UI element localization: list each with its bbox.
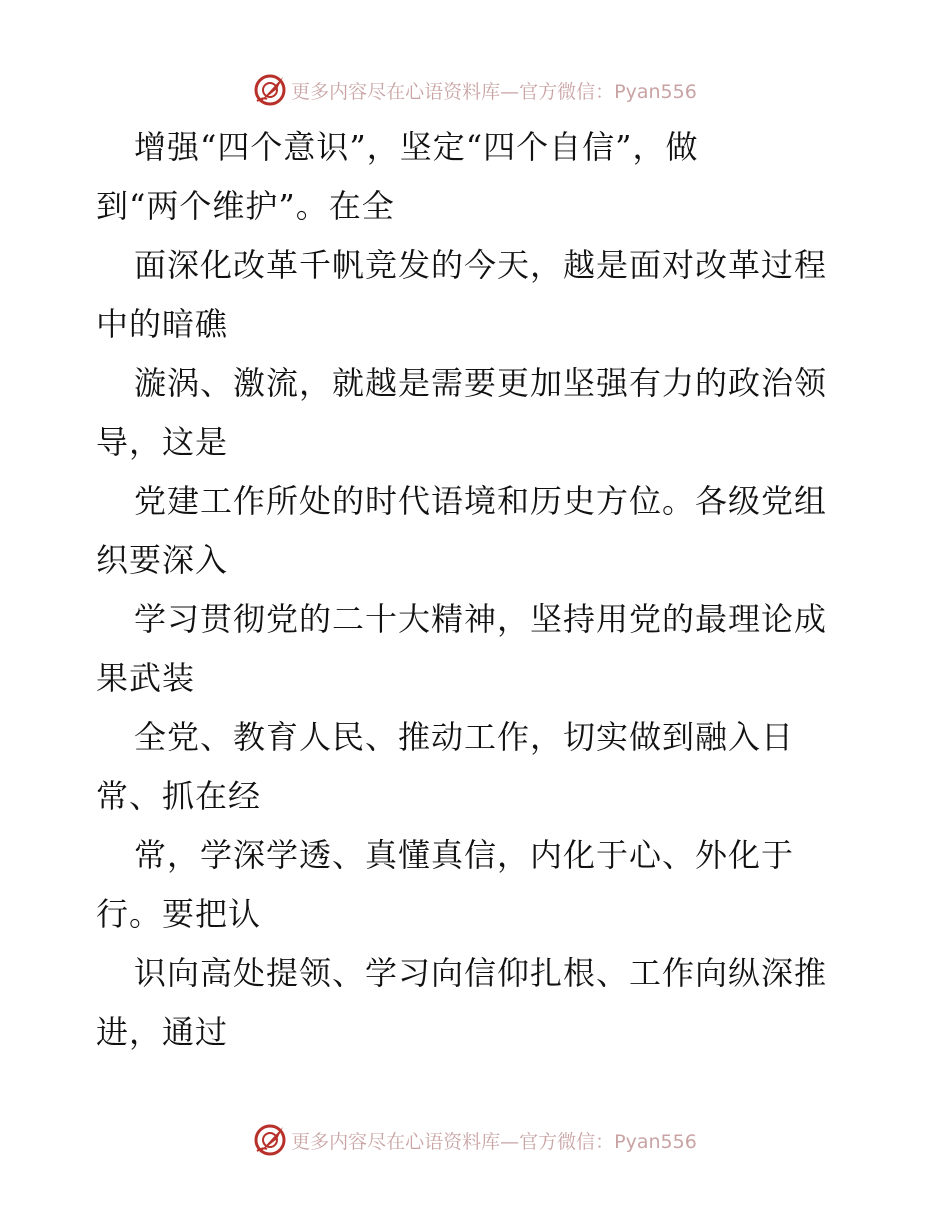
- document-body: [96, 118, 856, 1062]
- body-line: 到“两个维护”。在全: [96, 187, 395, 225]
- body-line: 学习贯彻党的二十大精神，坚持用党的最理论成: [134, 600, 828, 638]
- body-line: 果武装: [96, 659, 196, 697]
- body-line: 常，学深学透、真懂真信，内化于心、外化于: [134, 836, 795, 874]
- body-line: 导，这是: [96, 423, 229, 461]
- header-site-text: 更多内容尽在心语资料库—官方微信：: [291, 80, 615, 103]
- footer-site-text: 更多内容尽在心语资料库—官方微信：: [291, 1130, 615, 1153]
- header-wechat-id: Pyan556: [614, 80, 697, 103]
- body-line: 进，通过: [96, 1013, 229, 1051]
- header-watermark: [0, 70, 950, 110]
- body-line: 织要深入: [96, 541, 229, 579]
- body-line: 增强“四个意识”，坚定“四个自信”，做: [134, 128, 699, 166]
- quill-logo-icon: [253, 1123, 287, 1157]
- footer-wechat-id: Pyan556: [614, 1130, 697, 1153]
- body-line: 面深化改革千帆竞发的今天，越是面对改革过程: [134, 246, 828, 284]
- quill-logo-icon: [253, 73, 287, 107]
- body-line: 党建工作所处的时代语境和历史方位。各级党组: [134, 482, 828, 520]
- body-line: 常、抓在经: [96, 777, 262, 815]
- body-line: 中的暗礁: [96, 305, 229, 343]
- footer-watermark: [0, 1120, 950, 1160]
- body-line: 全党、教育人民、推动工作，切实做到融入日: [134, 718, 795, 756]
- body-line: 行。要把认: [96, 895, 262, 933]
- body-line: 漩涡、激流，就越是需要更加坚强有力的政治领: [134, 364, 828, 402]
- body-line: 识向高处提领、学习向信仰扎根、工作向纵深推: [134, 954, 828, 992]
